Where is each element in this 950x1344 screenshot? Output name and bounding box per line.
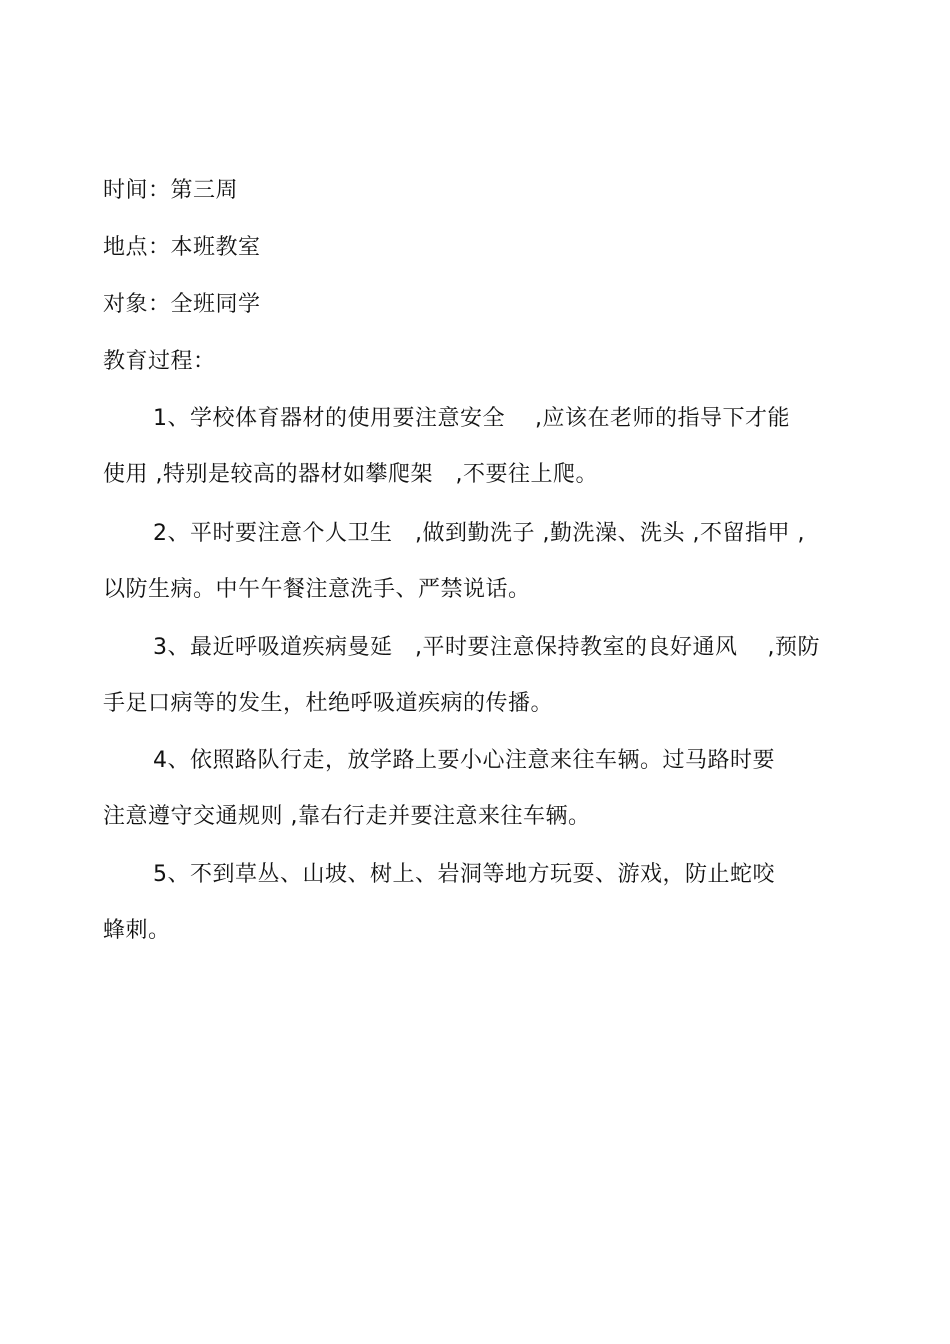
audience-label: 对象： <box>103 292 171 317</box>
item-4-line-1: 4、依照路队行走，放学路上要小心注意来往车辆。过马路时要 <box>153 748 775 773</box>
item-1-line-1: 1、学校体育器材的使用要注意安全 ,应该在老师的指导下才能 <box>153 406 790 431</box>
time-label: 时间： <box>103 178 171 203</box>
item-3-line-2: 手足口病等的发生，杜绝呼吸道疾病的传播。 <box>103 691 554 716</box>
time-line <box>103 176 238 206</box>
time-value: 第三周 <box>170 178 239 203</box>
item-5-line-2: 蜂刺。 <box>103 918 171 943</box>
location-line <box>103 233 261 263</box>
location-value: 本班教室 <box>170 235 261 260</box>
process-heading: 教育过程： <box>103 349 216 374</box>
item-3-line-1: 3、最近呼吸道疾病曼延 ,平时要注意保持教室的良好通风 ,预防 <box>153 635 820 660</box>
location-label: 地点： <box>103 235 171 260</box>
item-2-line-1: 2、平时要注意个人卫生 ,做到勤洗子 ,勤洗澡、洗头 ,不留指甲 , <box>153 521 805 546</box>
audience-line <box>103 290 261 320</box>
item-4-line-2: 注意遵守交通规则 ,靠右行走并要注意来往车辆。 <box>103 804 591 829</box>
item-1-line-2: 使用 ,特别是较高的器材如攀爬架 ,不要往上爬。 <box>103 462 598 487</box>
audience-value: 全班同学 <box>170 292 261 317</box>
item-5-line-1: 5、不到草丛、山坡、树上、岩洞等地方玩耍、游戏，防止蛇咬 <box>153 862 775 887</box>
item-2-line-2: 以防生病。中午午餐注意洗手、严禁说话。 <box>103 577 531 602</box>
